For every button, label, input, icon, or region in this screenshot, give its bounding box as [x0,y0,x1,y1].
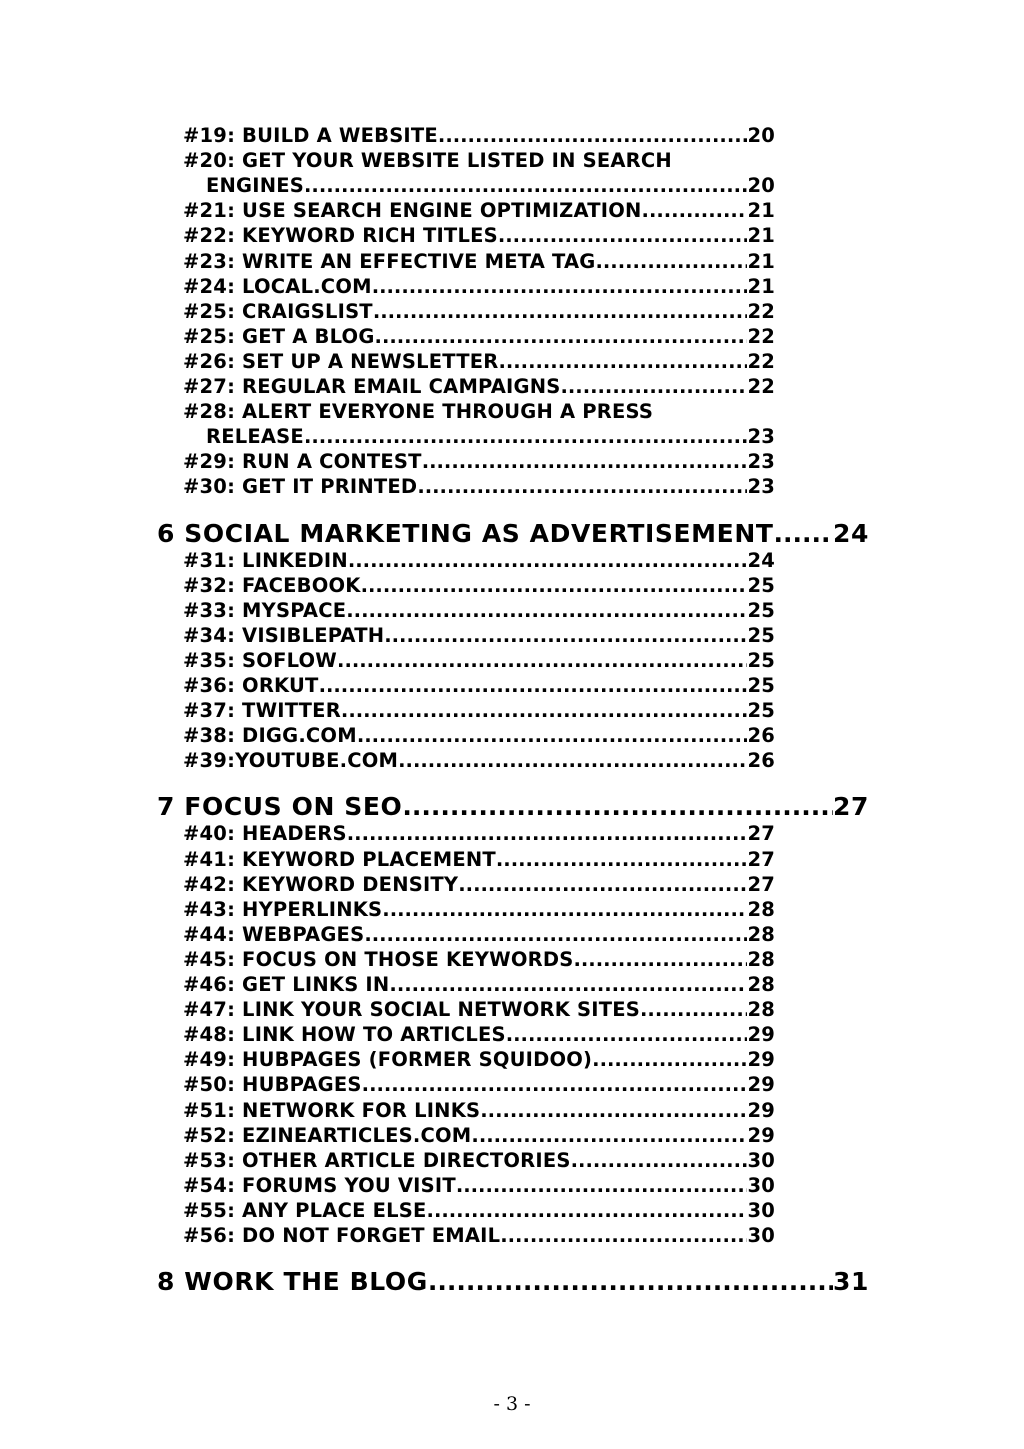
page-number: - 3 - [493,1393,531,1415]
dot-leader [382,898,747,921]
toc-entry[interactable] [183,699,775,722]
dot-leader [373,300,748,323]
dot-leader [384,624,747,647]
toc-entry[interactable] [183,649,775,672]
toc-entry[interactable] [183,624,775,647]
toc-entry[interactable] [183,1224,775,1247]
toc-entry[interactable] [183,822,775,845]
toc-page-number: 23 [747,475,775,499]
dot-leader [304,174,747,197]
toc-entry-title: #56: DO NOT FORGET EMAIL [183,1224,501,1247]
dot-leader [498,224,748,247]
toc-page-number: 30 [747,1198,775,1222]
toc-entry[interactable] [183,749,775,772]
toc-entry[interactable] [183,1048,775,1071]
toc-entry[interactable] [183,300,775,323]
toc-entry[interactable] [183,998,775,1021]
dot-leader [640,998,747,1021]
toc-page-number: 25 [747,674,775,697]
toc-entry-title: 7 FOCUS ON SEO [157,792,403,822]
dot-leader [438,124,748,147]
toc-page-number: 29 [747,1098,775,1122]
toc-page-number: 25 [747,573,775,597]
toc-page-number: 29 [747,1123,775,1147]
toc-entry[interactable] [183,450,775,473]
toc-entry-title: #27: REGULAR EMAIL CAMPAIGNS [183,375,561,398]
toc-entry-title: #55: ANY PLACE ELSE [183,1198,427,1222]
dot-leader [337,649,747,672]
dot-leader [389,973,747,996]
toc-entry[interactable] [183,1124,775,1147]
toc-entry-title: #49: HUBPAGES (FORMER SQUIDOO) [183,1048,593,1072]
toc-entry-title-line1[interactable]: #20: GET YOUR WEBSITE LISTED IN SEARCH [183,149,672,173]
toc-entry[interactable] [183,574,775,597]
toc-entry-title: RELEASE [206,425,304,449]
toc-entry-title: #22: KEYWORD RICH TITLES [183,224,498,248]
toc-page-number: 25 [747,648,775,672]
toc-entry[interactable] [183,124,775,147]
toc-page-number: 29 [747,1073,775,1097]
toc-page-number: 22 [747,375,775,398]
toc-entry-title: #45: FOCUS ON THOSE KEYWORDS [183,947,574,971]
dot-leader [346,599,747,622]
toc-entry[interactable] [183,475,775,498]
dot-leader [595,250,747,273]
dot-leader [362,1073,748,1096]
toc-page-number: 29 [747,1023,775,1047]
toc-entry-title: #23: WRITE AN EFFECTIVE META TAG [183,249,596,273]
dot-leader [506,1023,748,1046]
toc-entry-title: #40: HEADERS [183,822,347,846]
dot-leader [357,724,748,747]
toc-entry-title: #29: RUN A CONTEST [183,450,422,474]
toc-entry[interactable] [183,674,775,697]
dot-leader [458,873,747,896]
toc-entry-title: #25: GET A BLOG [183,324,375,348]
toc-entry-title: #47: LINK YOUR SOCIAL NETWORK SITES [183,998,641,1022]
toc-entry[interactable] [183,1199,775,1222]
toc-entry[interactable] [183,1174,775,1197]
toc-entry-title: #36: ORKUT [183,674,319,697]
toc-page-number: 22 [747,324,775,348]
dot-leader [398,749,747,772]
dot-leader [375,325,748,348]
toc-entry-title: #30: GET IT PRINTED [183,475,418,499]
dot-leader [573,948,747,971]
toc-page-number: 21 [747,274,775,298]
dot-leader [480,1099,747,1122]
toc-entry-title: #48: LINK HOW TO ARTICLES [183,1023,506,1047]
toc-page-number: 26 [747,749,775,773]
dot-leader [422,450,748,473]
toc-entry[interactable] [183,199,775,222]
toc-page-number: 23 [747,450,775,474]
toc-page-number: 25 [747,699,775,723]
dot-leader [774,519,834,548]
toc-entry-title: #24: LOCAL.COM [183,274,372,298]
toc-entry[interactable] [183,898,775,921]
dot-leader [347,822,748,845]
toc-entry[interactable] [183,350,775,373]
toc-page-number: 21 [747,199,775,223]
dot-leader [456,1174,748,1197]
toc-entry[interactable] [183,224,775,247]
toc-entry[interactable] [183,1149,775,1172]
toc-entry-title: #31: LINKEDIN [183,548,348,572]
dot-leader [500,1224,747,1247]
toc-entry-title: #51: NETWORK FOR LINKS [183,1098,481,1122]
toc-entry-title: #21: USE SEARCH ENGINE OPTIMIZATION [183,199,642,223]
toc-entry[interactable] [183,923,775,946]
toc-page-number: 28 [747,998,775,1022]
dot-leader [341,699,748,722]
toc-page-number: 23 [747,425,775,449]
toc-entry-title: 6 SOCIAL MARKETING AS ADVERTISEMENT [157,518,774,548]
toc-entry-title: #42: KEYWORD DENSITY [183,872,459,896]
dot-leader [427,1199,748,1222]
toc-entry-title: #25: CRAIGSLIST [183,299,373,323]
toc-page-number: 26 [747,724,775,748]
dot-leader [560,375,747,398]
toc-page-number: 27 [747,822,775,846]
toc-entry[interactable] [183,948,775,971]
toc-page-number: 25 [747,623,775,647]
toc-entry[interactable] [183,325,775,348]
toc-page-number: 28 [747,947,775,971]
toc-entry-title: #33: MYSPACE [183,598,347,622]
toc-page-number: 22 [747,299,775,323]
toc-entry[interactable] [183,599,775,622]
toc-entry-title: ENGINES [206,174,304,198]
toc-chapter-entry[interactable] [157,519,869,548]
toc-entry-title: #19: BUILD A WEBSITE [183,124,438,147]
toc-entry-title: #46: GET LINKS IN [183,973,390,996]
toc-chapter-entry[interactable] [157,1267,869,1296]
toc-entry[interactable] [183,375,775,398]
toc-page-number: 27 [833,792,869,822]
dot-leader [348,549,748,572]
toc-entry-title: #54: FORUMS YOU VISIT [183,1173,456,1197]
toc-page-number: 24 [747,548,775,572]
toc-entry[interactable] [183,873,775,896]
toc-page-number: 25 [747,598,775,622]
toc-entry[interactable] [183,275,775,298]
toc-page-number: 21 [747,249,775,273]
toc-entry[interactable] [183,1073,775,1096]
dot-leader [361,574,748,597]
toc-entry-title: #52: EZINEARTICLES.COM [183,1123,472,1147]
toc-entry[interactable] [183,250,775,273]
dot-leader [642,199,748,222]
toc-page-number: 30 [747,1173,775,1197]
dot-leader [304,425,748,448]
toc-page-number: 30 [747,1224,775,1247]
toc-entry-title: #41: KEYWORD PLACEMENT [183,847,496,871]
toc-entry-title: #26: SET UP A NEWSLETTER [183,349,499,373]
toc-entry-title: #50: HUBPAGES [183,1073,362,1097]
toc-page-number: 20 [747,174,775,198]
toc-page-number: 24 [833,518,869,548]
dot-leader [428,1267,833,1296]
toc-page-number: 30 [747,1148,775,1172]
toc-entry-continued[interactable] [206,174,775,197]
toc-entry-title: 8 WORK THE BLOG [157,1267,428,1297]
toc-entry-title: #32: FACEBOOK [183,573,361,597]
toc-entry-title: #37: TWITTER [183,699,341,723]
toc-entry-title: #44: WEBPAGES [183,922,365,946]
dot-leader [364,923,747,946]
toc-entry[interactable] [183,973,775,996]
toc-page-number: 27 [747,847,775,871]
toc-page-number: 28 [747,922,775,946]
toc-page-number: 20 [747,124,775,147]
toc-entry-title: #35: SOFLOW [183,648,338,672]
toc-entry[interactable] [183,848,775,871]
toc-page-number: 31 [833,1267,869,1297]
toc-entry[interactable] [183,1099,775,1122]
dot-leader [417,475,747,498]
toc-page-number: 29 [747,1048,775,1072]
toc-entry-title-line1[interactable]: #28: ALERT EVERYONE THROUGH A PRESS [183,400,654,424]
toc-entry-title: #43: HYPERLINKS [183,897,383,921]
toc-entry[interactable] [183,549,775,572]
toc-entry-title: #34: VISIBLEPATH [183,623,385,647]
toc-page-number: 28 [747,973,775,996]
toc-entry-title: #38: DIGG.COM [183,724,357,748]
dot-leader [471,1124,747,1147]
dot-leader [372,275,748,298]
toc-chapter-entry[interactable] [157,792,869,821]
toc-entry[interactable] [183,1023,775,1046]
toc-page-number: 21 [747,224,775,248]
dot-leader [592,1048,747,1071]
dot-leader [496,848,748,871]
dot-leader [319,674,748,697]
dot-leader [571,1149,748,1172]
toc-entry-continued[interactable] [206,425,775,448]
toc-page-number: 27 [747,872,775,896]
toc-page-number: 28 [747,897,775,921]
toc-page-number: 22 [747,349,775,373]
dot-leader [498,350,747,373]
toc-entry[interactable] [183,724,775,747]
toc-entry-title: #53: OTHER ARTICLE DIRECTORIES [183,1148,571,1172]
toc-entry-title: #39:YOUTUBE.COM [183,749,399,773]
dot-leader [402,792,833,821]
